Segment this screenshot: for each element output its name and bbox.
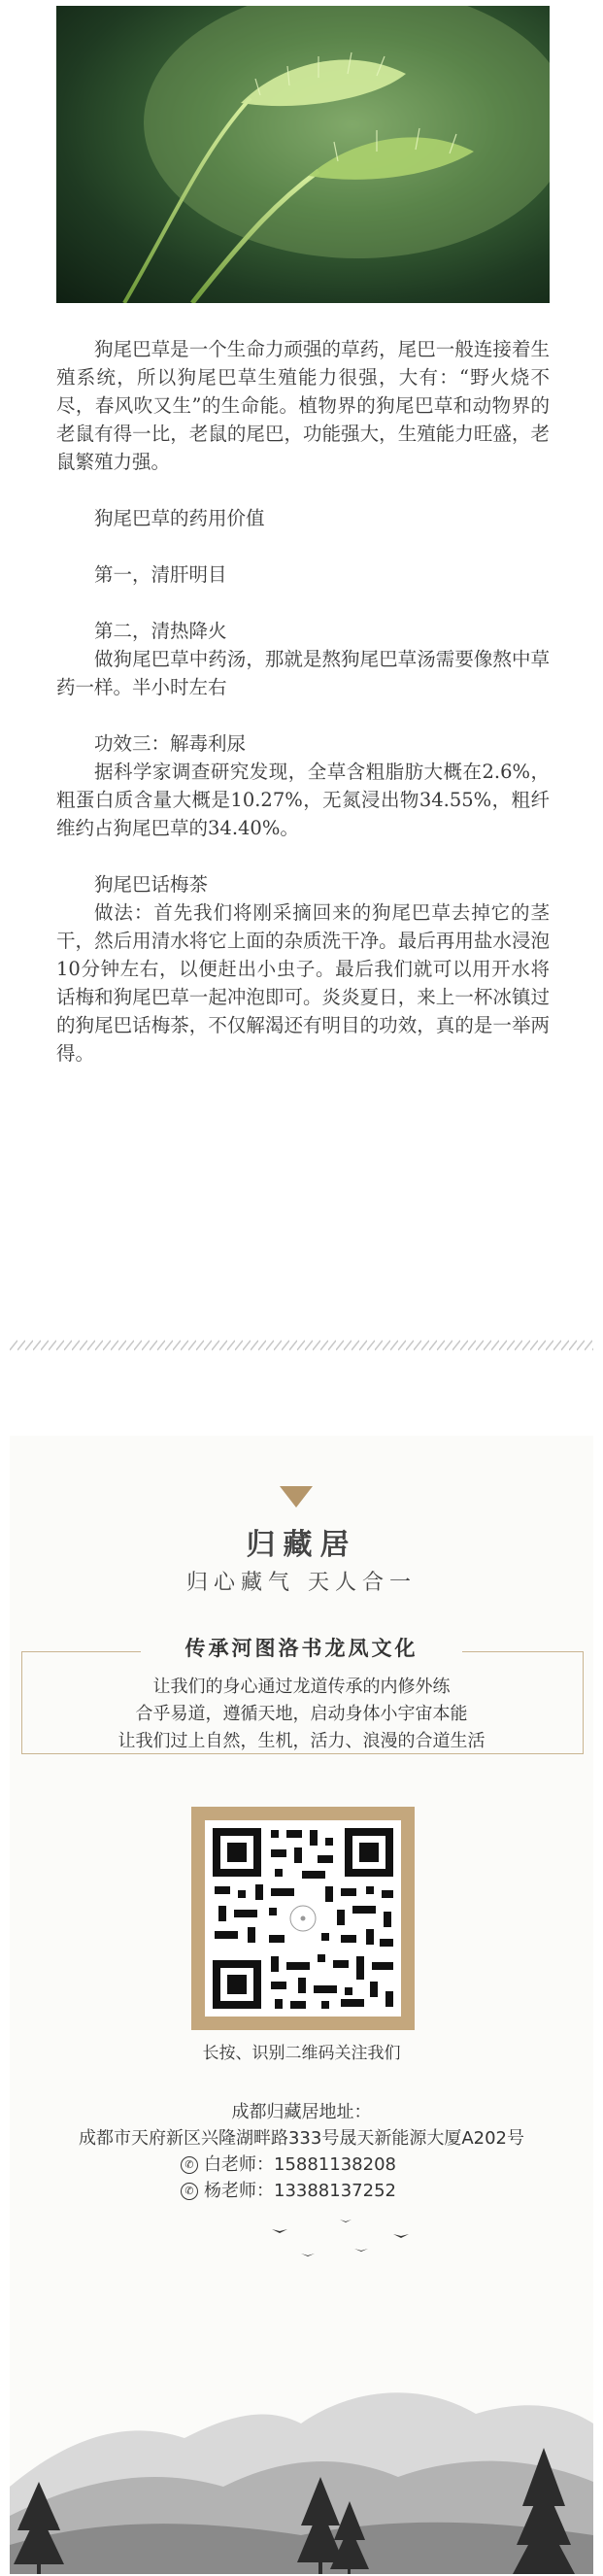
tea-body: 做法：首先我们将刚采摘回来的狗尾巴草去掉它的茎干，然后用清水将它上面的杂质洗干净。最后再用盐水浸泡10分钟左右，以便赶出小虫子。最后我们就可以用开水将话梅和狗尾巴草一起冲泡即可。炎炎夏日，来上一杯冰镇过的狗尾巴话梅茶，不仅解渴还有明目的功效，真的是一举两得。 [56,901,550,1065]
triangle-marker-icon [280,1486,313,1508]
point-3-title: 功效三：解毒利尿 [94,732,247,755]
address-text: 成都市天府新区兴隆湖畔路333号晟天新能源大厦A202号 [78,2128,525,2149]
frame-line-1: 让我们的身心通过龙道传承的内修外练 [152,1677,451,1697]
contact-bai [181,2151,396,2176]
qr-code-icon [205,1820,401,2017]
zigzag-divider [10,1339,593,1352]
article-intro: 狗尾巴草是一个生命力顽强的草药，尾巴一般连接着生殖系统，所以狗尾巴草生殖能力很强，大有：“野火烧不尽，春风吹又生”的生命能。植物界的狗尾巴草和动物界的老鼠有得一比，老鼠的尾巴，功能强大，生殖能力旺盛，老鼠繁殖力强。 [56,338,550,473]
tea-title: 狗尾巴话梅茶 [94,873,209,896]
birds-icon [272,2220,409,2256]
article-body [56,335,550,1068]
frame-title: 传承河图洛书龙凤文化 [141,1633,462,1662]
phone-icon: ✆ [181,2183,198,2200]
point-2-body: 做狗尾巴草中药汤，那就是熬狗尾巴草汤需要像熬中草药一样。半小时左右 [56,648,550,698]
point-2-title: 第二，清热降火 [94,620,227,642]
brand-slogan: 归心藏气 天人合一 [186,1571,417,1595]
qr-caption: 长按、识别二维码关注我们 [202,2044,401,2063]
point-3-body: 据科学家调查研究发现，全草含粗脂肪大概在2.6%，粗蛋白质含量大概是10.27%，无氮浸出物34.55%，粗纤维约占狗尾巴草的34.40%。 [56,761,550,839]
hero-photo [56,6,550,303]
grass-illustration [56,6,550,303]
contact-bai-text: 白老师：15881138208 [204,2154,396,2175]
ink-landscape [10,2195,593,2574]
section-title: 狗尾巴草的药用价值 [94,507,265,529]
point-1: 第一，清肝明目 [94,563,227,586]
frame-line-2: 合乎易道，遵循天地，启动身体小宇宙本能 [135,1704,468,1724]
address-label: 成都归藏居地址： [231,2102,372,2122]
phone-icon: ✆ [181,2156,198,2174]
qr-code[interactable] [205,1820,401,2017]
qr-code-frame [191,1807,415,2030]
contact-yang-text: 杨老师：13388137252 [204,2181,396,2201]
frame-line-3: 让我们过上自然，生机，活力、浪漫的合道生活 [117,1731,486,1751]
brand-name: 归藏居 [246,1528,357,1562]
